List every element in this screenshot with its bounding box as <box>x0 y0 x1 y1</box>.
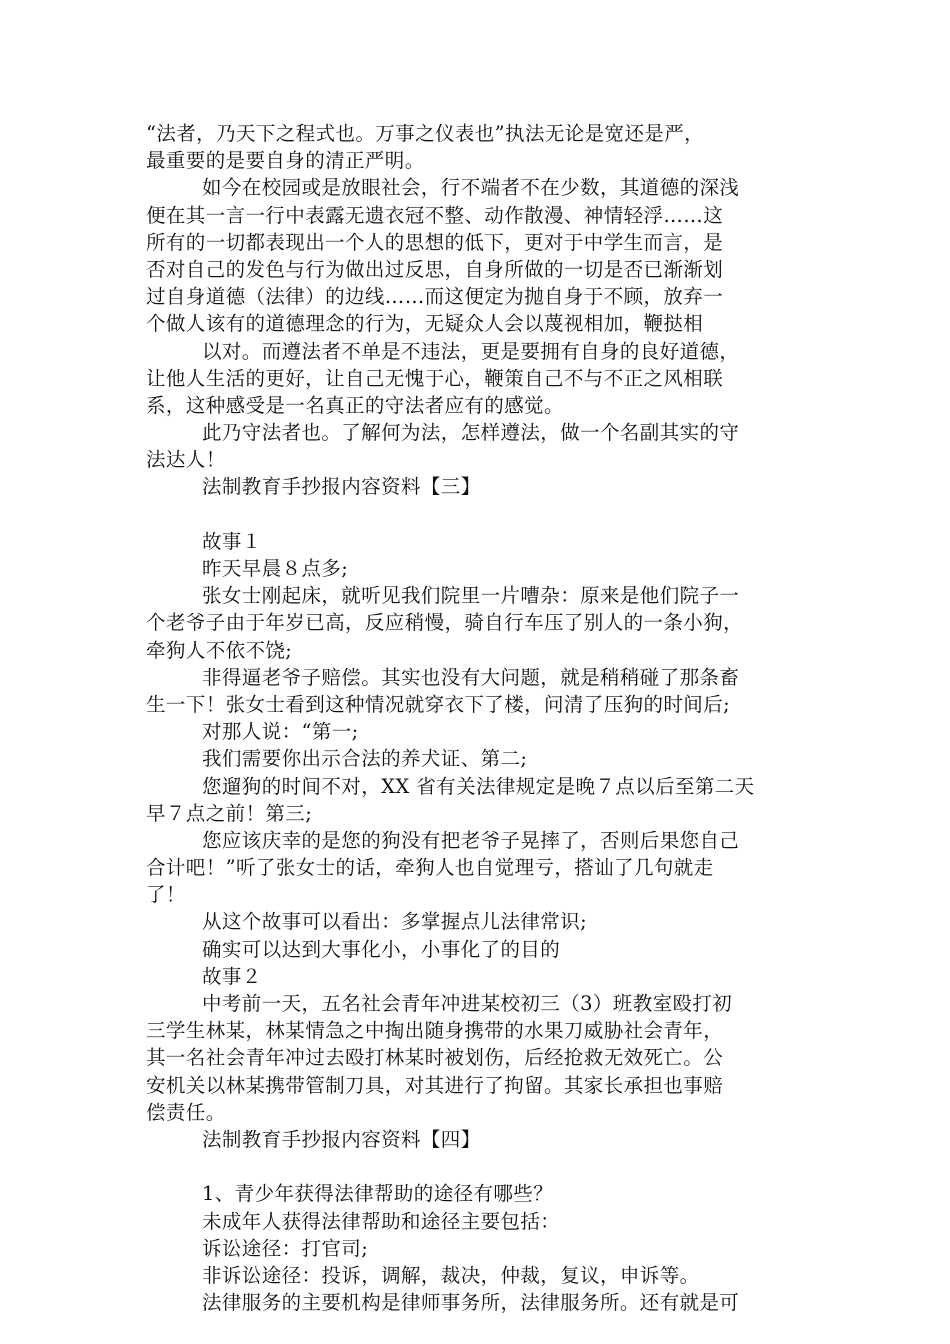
text-line: 生一下！张女士看到这种情况就穿衣下了楼，问清了压狗的时间后; <box>146 692 731 716</box>
text-line: 否对自己的发色与行为做出过反思，自身所做的一切是否已渐渐划 <box>146 257 724 281</box>
text-line: 您应该庆幸的是您的狗没有把老爷子晃摔了，否则后果您自己 <box>202 828 740 852</box>
text-line: 系，这种感受是一名真正的守法者应有的感觉。 <box>146 393 564 417</box>
text-line: 非诉讼途径：投诉，调解，裁决，仲裁，复议，申诉等。 <box>202 1263 700 1287</box>
text-line: 法律服务的主要机构是律师事务所，法律服务所。还有就是可 <box>202 1291 740 1315</box>
text-line: 张女士刚起床，就听见我们院里一片嘈杂：原来是他们院子一 <box>202 584 740 608</box>
text-line: 所有的一切都表现出一个人的思想的低下，更对于中学生而言，是 <box>146 230 724 254</box>
text-line: 非得逼老爷子赔偿。其实也没有大问题，就是稍稍碰了那条畜 <box>202 665 740 689</box>
text-line: 便在其一言一行中表露无遗衣冠不整、动作散漫、神情轻浮……这 <box>146 203 724 227</box>
text-line: 早７点之前！第三; <box>146 801 313 825</box>
text-line: 对那人说：“第一; <box>202 720 359 744</box>
text-line: 法制教育手抄报内容资料【四】 <box>202 1127 481 1151</box>
text-line: 以对。而遵法者不单是不违法，更是要拥有自身的良好道德， <box>202 339 740 363</box>
text-line: 合计吧！”听了张女士的话，牵狗人也自觉理亏，搭讪了几句就走 <box>146 856 714 880</box>
text-line: 未成年人获得法律帮助和途径主要包括： <box>202 1209 561 1233</box>
text-line: 个做人该有的道德理念的行为，无疑众人会以蔑视相加，鞭挞相 <box>146 312 704 336</box>
text-line: 其一名社会青年冲过去殴打林某时被划伤，后经抢救无效死亡。公 <box>146 1046 724 1070</box>
text-line: 确实可以达到大事化小，小事化了的目的 <box>202 937 561 961</box>
text-line: 法达人！ <box>146 448 226 472</box>
text-line: 最重要的是要自身的清正严明。 <box>146 149 425 173</box>
blank-line <box>146 501 826 528</box>
text-line: 过自身道德（法律）的边线……而这便定为抛自身于不顾，放弃一 <box>146 285 724 309</box>
text-line: 如今在校园或是放眼社会，行不端者不在少数，其道德的深浅 <box>202 176 740 200</box>
text-line: 昨天早晨８点多; <box>202 557 349 580</box>
text-line: 法制教育手抄报内容资料【三】 <box>202 475 481 499</box>
document-body <box>146 120 826 1316</box>
text-line: 故事２ <box>202 964 262 988</box>
text-line: 诉讼途径：打官司; <box>202 1236 369 1260</box>
blank-line <box>146 1153 826 1180</box>
text-line: 您遛狗的时间不对，XX 省有关法律规定是晚７点以后至第二天 <box>202 774 755 798</box>
text-line: 我们需要你出示合法的养犬证、第二; <box>202 747 528 771</box>
text-line: “法者，乃天下之程式也。万事之仪表也”执法无论是宽还是严， <box>146 122 705 145</box>
text-line: 牵狗人不依不饶; <box>146 638 293 662</box>
text-line: 中考前一天，五名社会青年冲进某校初三（3）班教室殴打初 <box>202 992 733 1015</box>
text-line: 三学生林某，林某情急之中掏出随身携带的水果刀威胁社会青年， <box>146 1019 724 1043</box>
text-line: 安机关以林某携带管制刀具，对其进行了拘留。其家长承担也事赔 <box>146 1073 724 1097</box>
text-line: 从这个故事可以看出：多掌握点儿法律常识; <box>202 910 588 934</box>
text-line: 1、青少年获得法律帮助的途径有哪些？ <box>202 1182 554 1206</box>
text-line: 偿责任。 <box>146 1100 226 1124</box>
text-line: 故事１ <box>202 529 262 553</box>
text-line: 个老爷子由于年岁已高，反应稍慢，骑自行车压了别人的一条小狗， <box>146 611 744 635</box>
text-line: 让他人生活的更好，让自己无愧于心，鞭策自己不与不正之风相联 <box>146 366 724 390</box>
text-line: 此乃守法者也。了解何为法，怎样遵法，做一个名副其实的守 <box>202 421 740 445</box>
text-line: 了！ <box>146 883 186 907</box>
